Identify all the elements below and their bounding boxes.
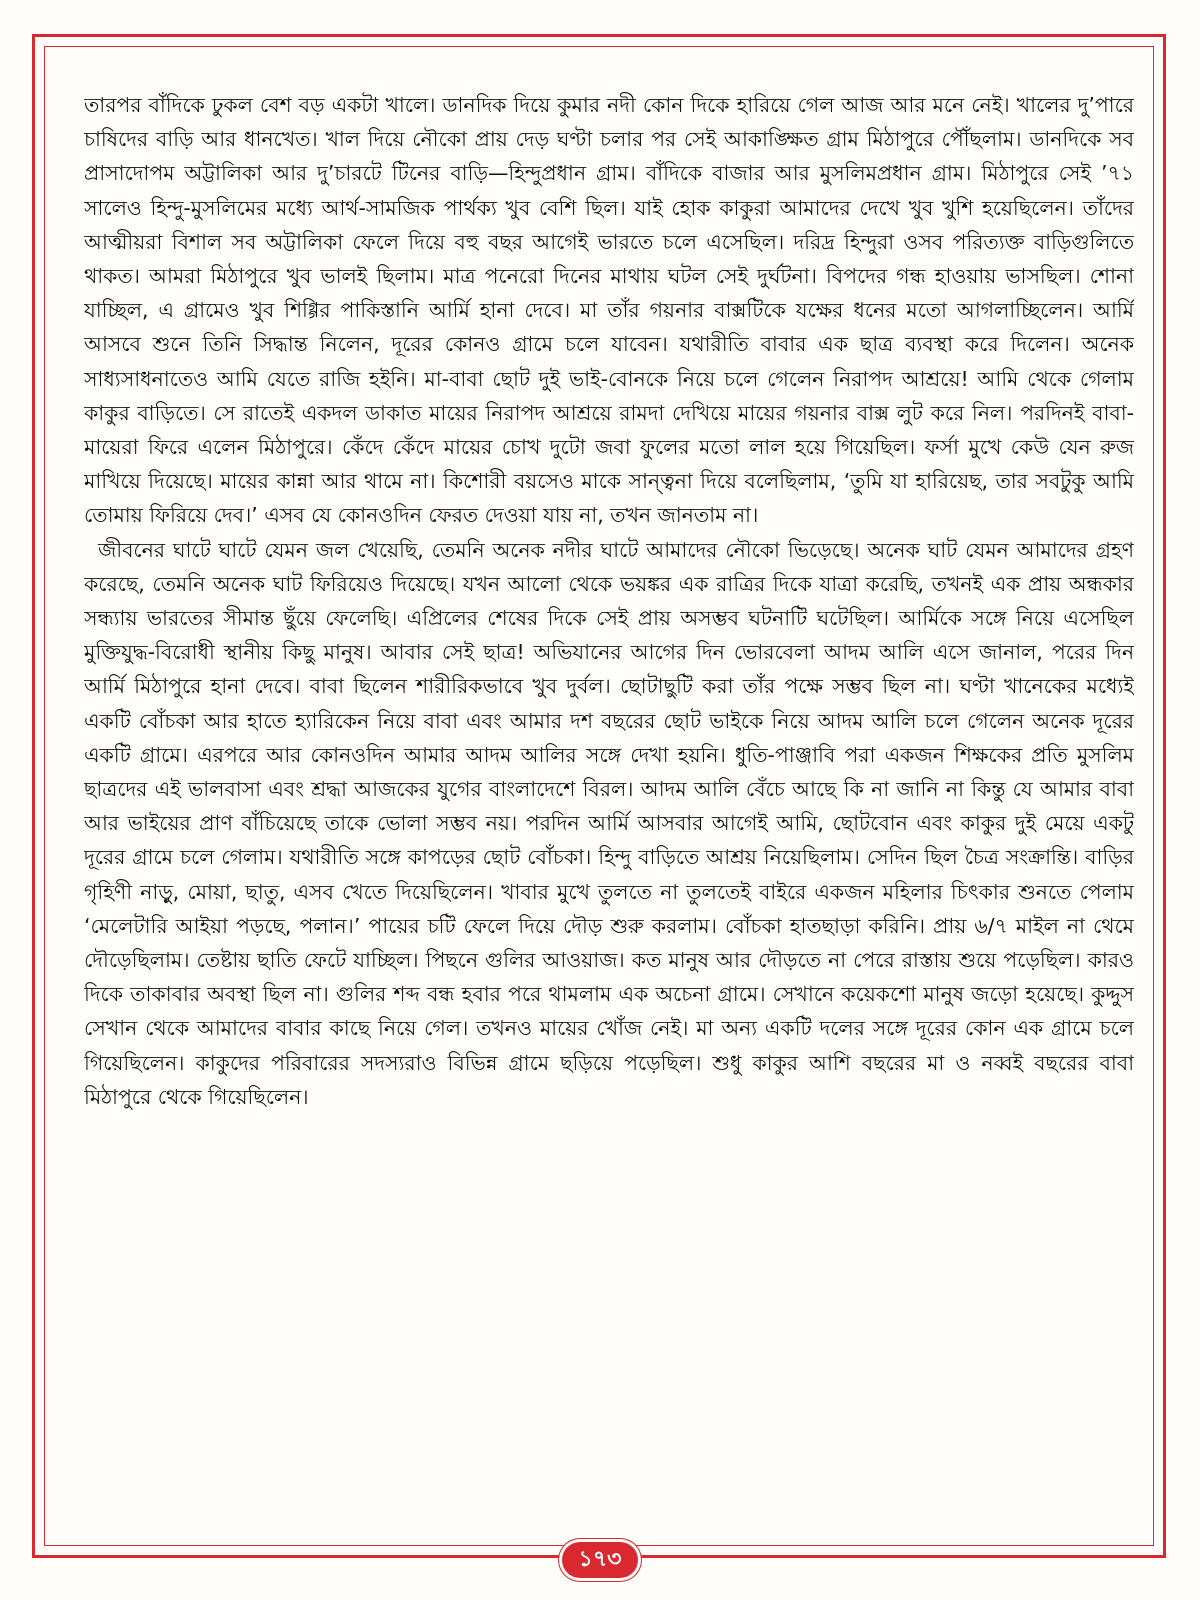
paragraph-2: জীবনের ঘাটে ঘাটে যেমন জল খেয়েছি, তেমনি অনেক নদীর ঘাটে আমাদের নৌকো ভিড়েছে। অনেক ঘাট যেমন আমাদের গ্রহণ করেছে, তেমনি অনেক ঘাট ফিরিয়েও দিয়েছে। যখন আলো থেকে ভয়ঙ্কর এক রাত্রির দিকে যাত্রা করেছি, তখনই এক প্রায় অন্ধকার সন্ধ্যায় ভারতের সীমান্ত ছুঁয়ে ফেলেছি। এপ্রিলের শেষের দিকে সেই প্রায় অসম্ভব ঘটনাটি ঘটেছিল। আর্মিকে সঙ্গে নিয়ে এসেছিল মুক্তিযুদ্ধ-বিরোধী স্থানীয় কিছু মানুষ। আবার সেই ছাত্র! অভিযানের আগের দিন ভোরবেলা আদম আলি এসে জানাল, পরের দিন আর্মি মিঠাপুরে হানা দেবে। বাবা ছিলেন শারীরিকভাবে খুব দুর্বল। ছোটাছুটি করা তাঁর পক্ষে সম্ভব ছিল না। ঘণ্টা খানেকের মধ্যেই একটি বোঁচকা আর হাতে হ্যারিকেন নিয়ে বাবা এবং আমার দশ বছরের ছোট ভাইকে নিয়ে আদম আলি চলে গেলেন অনেক দূরের একটি গ্রামে। এরপরে আর কোনওদিন আমার আদম আলির সঙ্গে দেখা হয়নি। ধুতি-পাঞ্জাবি পরা একজন শিক্ষকের প্রতি মুসলিম ছাত্রদের এই ভালবাসা এবং শ্রদ্ধা আজকের যুগের বাংলাদেশে বিরল। আদম আলি বেঁচে আছে কি না জানি না কিন্তু যে আমার বাবা আর ভাইয়ের প্রাণ বাঁচিয়েছে তাকে ভোলা সম্ভব নয়। পরদিন আর্মি আসবার আগেই আমি, ছোটবোন এবং কাকুর দুই মেয়ে একটু দূরের গ্রামে চলে গেলাম। যথারীতি সঙ্গে কাপড়ের ছোট বোঁচকা। হিন্দু বাড়িতে আশ্রয় নিয়েছিলাম। সেদিন ছিল চৈত্র সংক্রান্তি। বাড়ির গৃহিণী নাড়ু, মোয়া, ছাতু, এসব খেতে দিয়েছিলেন। খাবার মুখে তুলতে না তুলতেই বাইরে একজন মহিলার চিৎকার শুনতে পেলাম ‘মেলেটারি আইয়া পড়ছে, পলান।’ পায়ের চটি ফেলে দিয়ে দৌড় শুরু করলাম। বোঁচকা হাতছাড়া করিনি। প্রায় ৬/৭ মাইল না থেমে দৌড়েছিলাম। তেষ্টায় ছাতি ফেটে যাচ্ছিল। পিছনে গুলির আওয়াজ। কত মানুষ আর দৌড়তে না পেরে রাস্তায় শুয়ে পড়েছিল। কারও দিকে তাকাবার অবস্থা ছিল না। গুলির শব্দ বন্ধ হবার পরে থামলাম এক অচেনা গ্রামে। সেখানে কয়েকশো মানুষ জড়ো হয়েছে। কুদ্দুস সেখান থেকে আমাদের বাবার কাছে নিয়ে গেল। তখনও মায়ের খোঁজ নেই। মা অন্য একটি দলের সঙ্গে দূরের কোন এক গ্রামে চলে গিয়েছিলেন। কাকুদের পরিবারের সদস্যরাও বিভিন্ন গ্রামে ছড়িয়ে পড়েছিল। শুধু কাকুর আশি বছরের মা ও নব্বই বছরের বাবা মিঠাপুরে থেকে গিয়েছিলেন। <box>84 537 1134 1109</box>
body-text <box>84 88 1134 1488</box>
paragraph-1: তারপর বাঁদিকে ঢুকল বেশ বড় একটা খালে। ডানদিক দিয়ে কুমার নদী কোন দিকে হারিয়ে গেল আজ আর মনে নেই। খালের দু’পারে চাষিদের বাড়ি আর ধানখেত। খাল দিয়ে নৌকো প্রায় দেড় ঘণ্টা চলার পর সেই আকাঙ্ক্ষিত গ্রাম মিঠাপুরে পৌঁছলাম। ডানদিকে সব প্রাসাদোপম অট্টালিকা আর দু’চারটে টিনের বাড়ি—হিন্দুপ্রধান গ্রাম। বাঁদিকে বাজার আর মুসলিমপ্রধান গ্রাম। মিঠাপুরে সেই ’৭১ সালেও হিন্দু-মুসলিমের মধ্যে আর্থ-সামজিক পার্থক্য খুব বেশি ছিল। যাই হোক কাকুরা আমাদের দেখে খুব খুশি হয়েছিলেন। তাঁদের আত্মীয়রা বিশাল সব অট্টালিকা ফেলে দিয়ে বহু বছর আগেই ভারতে চলে এসেছিল। দরিদ্র হিন্দুরা ওসব পরিত্যক্ত বাড়িগুলিতে থাকত। আমরা মিঠাপুরে খুব ভালই ছিলাম। মাত্র পনেরো দিনের মাথায় ঘটল সেই দুর্ঘটনা। বিপদের গন্ধ হাওয়ায় ভাসছিল। শোনা যাচ্ছিল, এ গ্রামেও খুব শিগ্গির পাকিস্তানি আর্মি হানা দেবে। মা তাঁর গয়নার বাক্সটিকে যক্ষের ধনের মতো আগলাচ্ছিলেন। আর্মি আসবে শুনে তিনি সিদ্ধান্ত নিলেন, দূরের কোনও গ্রামে চলে যাবেন। যথারীতি বাবার এক ছাত্র ব্যবস্থা করে দিলেন। অনেক সাধ্যসাধনাতেও আমি যেতে রাজি হইনি। মা-বাবা ছোট দুই ভাই-বোনকে নিয়ে চলে গেলেন নিরাপদ আশ্রয়ে! আমি থেকে গেলাম কাকুর বাড়িতে। সে রাতেই একদল ডাকাত মায়ের নিরাপদ আশ্রয়ে রামদা দেখিয়ে মায়ের গয়নার বাক্স লুট করে নিল। পরদিনই বাবা-মায়েরা ফিরে এলেন মিঠাপুরে। কেঁদে কেঁদে মায়ের চোখ দুটো জবা ফুলের মতো লাল হয়ে গিয়েছিল। ফর্সা মুখে কেউ যেন রুজ মাখিয়ে দিয়েছে। মায়ের কান্না আর থামে না। কিশোরী বয়সেও মাকে সান্ত্বনা দিয়ে বলেছিলাম, ‘তুমি যা হারিয়েছ, তার সবটুকু আমি তোমায় ফিরিয়ে দেব।’ এসব যে কোনওদিন ফেরত দেওয়া যায় না, তখন জানতাম না। <box>84 93 1134 528</box>
page-number: ১৭৩ <box>562 1542 638 1578</box>
